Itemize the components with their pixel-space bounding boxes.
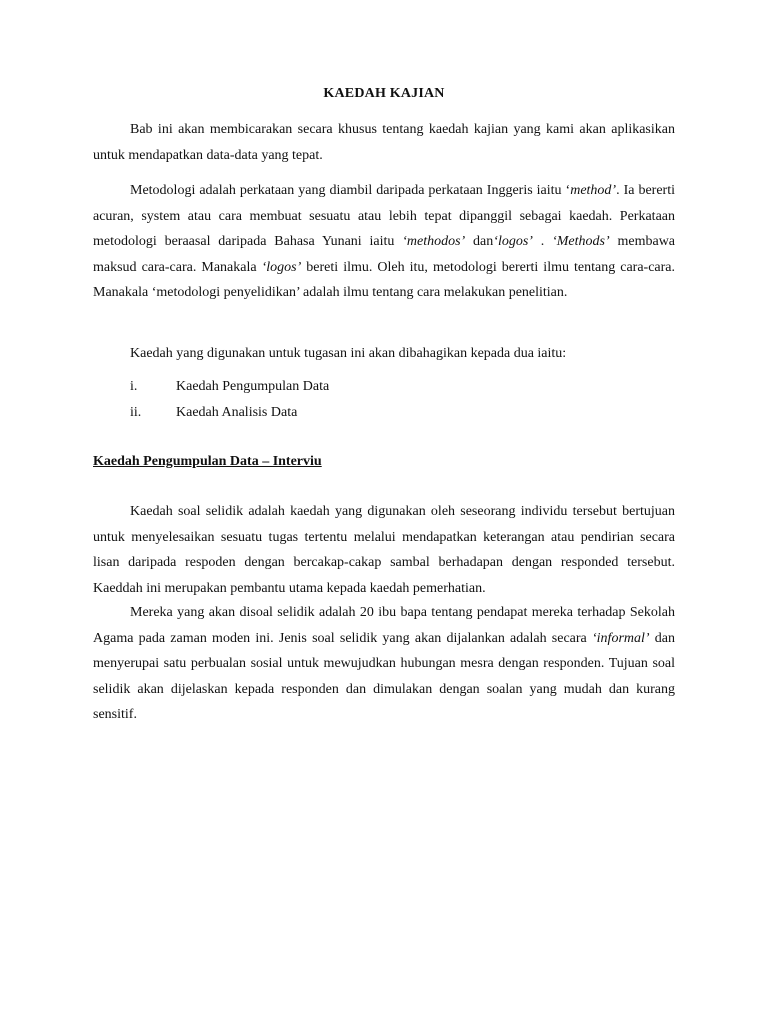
list-text: Kaedah Analisis Data [176,405,298,420]
text-run: dan [465,234,494,249]
italic-term: ‘methodos’ [402,234,466,249]
paragraph-intro-text: Bab ini akan membicarakan secara khusus tentang kaedah kajian yang kami akan aplikasikan untuk mendapatkan data-data yang tepat. [93,122,675,163]
document-title: KAEDAH KAJIAN [323,86,445,101]
paragraph-metodologi-text [93,178,675,306]
list-item [130,400,329,426]
paragraph-responden-text [93,600,675,728]
text-run: Metodologi adalah perkataan yang diambil daripada perkataan Inggeris iaitu ‘ [130,183,571,198]
text-run: dan menyerupai satu perbualan sosial untuk mewujudkan hubungan mesra dengan responden. Tujuan soal selidik akan dijelaskan kepada responden dan dimulakan dengan soalan yang mudah dan kurang sensitif. [93,630,675,722]
text-run: membawa maksud cara-cara. Manakala [93,234,676,275]
italic-term: ‘logos’ [493,234,533,249]
text-run: . [532,234,553,249]
list-number: i. [130,379,138,394]
paragraph-kaedah-text: Kaedah yang digunakan untuk tugasan ini akan dibahagikan kepada dua iaitu: [130,346,567,361]
section-heading: Kaedah Pengumpulan Data – Interviu [93,454,322,469]
text-run: bereti ilmu. Oleh itu, metodologi bererti ilmu tentang cara-cara. Manakala ‘metodologi penyelidikan’ adalah ilmu tentang cara melakukan penelitian. [93,259,676,300]
paragraph-soal-selidik [93,499,675,601]
italic-term: method’ [570,183,617,198]
method-list [130,374,329,426]
list-text: Kaedah Pengumpulan Data [176,379,330,394]
paragraph-intro [93,117,675,168]
paragraph-soal-selidik-text: Kaedah soal selidik adalah kaedah yang digunakan oleh seseorang individu tersebut bertujuan untuk menyelesaikan sesuatu tugas tertentu melalui mendapatkan keterangan atau pendirian secara lisan daripada respoden dengan bercakap-cakap sambal berhadapan dengan responded tersebut. Kaeddah ini merupakan pembantu utama kepada kaedah pemerhatian. [93,504,675,596]
text-run: Mereka yang akan disoal selidik adalah 20 ibu bapa tentang pendapat mereka terhadap Sekolah Agama pada zaman moden ini. Jenis soal selidik yang akan dijalankan adalah secara [93,605,675,646]
paragraph-kaedah [93,341,675,367]
paragraph-metodologi [93,178,675,306]
text-run: . Ia bererti acuran, system atau cara membuat sesuatu atau lebih tepat dipanggil sebagai kaedah. Perkataan metodologi beraasal daripada Bahasa Yunani iaitu [93,183,675,249]
italic-term: ‘logos’ [261,259,302,275]
paragraph-responden [93,600,675,728]
list-item [130,374,329,400]
list-number: ii. [130,405,142,420]
italic-term: ‘Methods’ [552,234,610,249]
italic-term: ‘informal’ [592,630,650,646]
